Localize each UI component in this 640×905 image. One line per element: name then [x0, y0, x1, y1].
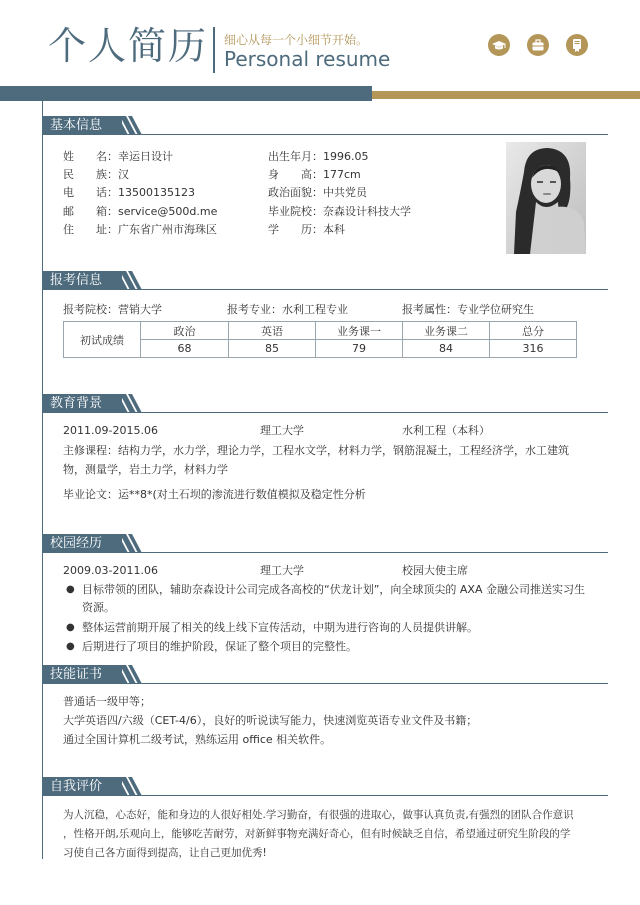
section-stripes-decoration	[112, 394, 142, 413]
edu-school: 理工大学	[260, 424, 304, 437]
self-eval-line: 习使自己各方面得到提高，让自己更加优秀!	[63, 847, 267, 859]
campus-bullet-1: 目标带领的团队，辅助奈森设计公司完成各高校的“伏龙计划”，向全球顶尖的 AXA 金融公司推送实习生	[82, 583, 585, 596]
skill-line: 普通话一级甲等；	[63, 695, 151, 708]
school-row: 毕业院校：奈森设计科技大学	[268, 205, 411, 218]
ethnicity-row: 民 族：汉	[63, 168, 129, 181]
slogan: 细心从每一个小细节开始。	[224, 33, 369, 47]
campus-period: 2009.03-2011.06	[63, 564, 158, 577]
subject-header: 英语	[229, 322, 316, 340]
skill-line: 通过全国计算机二级考试，熟练运用 office 相关软件。	[63, 733, 332, 746]
subject-header: 总分	[490, 322, 577, 340]
resume-title: 个人简历	[48, 24, 209, 68]
section-heading-exam: 报考信息	[42, 271, 122, 290]
section-heading-self: 自我评价	[42, 777, 122, 796]
section-stripes-decoration	[112, 534, 142, 553]
edu-thesis: 毕业论文：运**8*(对土石坝的渗流进行数值模拟及稳定性分析	[63, 488, 366, 501]
title-divider	[213, 27, 215, 73]
section-heading-education: 教育背景	[42, 394, 122, 413]
section-stripes-decoration	[112, 777, 142, 796]
campus-bullet-3: 后期进行了项目的维护阶段，保证了整个项目的完整性。	[82, 640, 357, 653]
score-cell: 68	[141, 340, 229, 358]
section-heading-basic: 基本信息	[42, 116, 122, 135]
section-heading-campus: 校园经历	[42, 534, 122, 553]
height-row: 身 高：177cm	[268, 168, 361, 181]
birth-row: 出生年月：1996.05	[268, 150, 369, 163]
phone-row: 电 话：13500135123	[63, 186, 195, 199]
resume-title-english: Personal resume	[224, 47, 391, 71]
section-stripes-decoration	[112, 271, 142, 290]
section-heading-skills: 技能证书	[42, 665, 122, 684]
edu-period: 2011.09-2015.06	[63, 424, 158, 437]
campus-school: 理工大学	[260, 564, 304, 577]
score-cell: 316	[490, 340, 577, 358]
degree-row: 学 历：本科	[268, 223, 345, 236]
subject-header: 业务课二	[403, 322, 490, 340]
header-accent-band	[372, 91, 640, 99]
skill-line: 大学英语四/六级（CET-4/6），良好的听说读写能力，快速浏览英语专业文件及书籍；	[63, 714, 478, 727]
email-row: 邮 箱：service@500d.me	[63, 205, 218, 218]
campus-bullet-2: 整体运营前期开展了相关的线上线下宣传活动，中期为进行咨询的人员提供讲解。	[82, 621, 478, 634]
score-table	[63, 321, 577, 358]
score-cell: 85	[229, 340, 316, 358]
campus-role: 校园大使主席	[402, 564, 468, 577]
edu-major: 水利工程（本科）	[402, 424, 490, 437]
edu-courses-cont: 物，测量学，岩土力学，材料力学	[63, 463, 228, 476]
self-eval-line: 为人沉稳，心态好，能和身边的人很好相处.学习勤奋，有很强的进取心，做事认真负责,有强烈的团队合作意识	[63, 809, 574, 821]
bullet-icon: ●	[66, 584, 75, 595]
graduation-cap-icon	[488, 34, 510, 56]
score-row-label: 初试成绩	[64, 322, 141, 358]
name-value: 幸运日设计	[118, 150, 173, 163]
score-cell: 79	[316, 340, 403, 358]
section-stripes-decoration	[112, 665, 142, 684]
exam-school: 报考院校：营销大学	[63, 303, 162, 316]
subject-header: 业务课一	[316, 322, 403, 340]
address-row: 住 址：广东省广州市海珠区	[63, 223, 217, 236]
bullet-icon: ●	[66, 641, 75, 652]
score-cell: 84	[403, 340, 490, 358]
exam-type: 报考属性：专业学位研究生	[402, 303, 534, 316]
section-stripes-decoration	[112, 116, 142, 135]
header-band	[0, 86, 372, 101]
bullet-icon: ●	[66, 622, 75, 633]
self-eval-line: ，性格开朗,乐观向上，能够吃苦耐劳，对新鲜事物充满好奇心，但有时候缺乏自信，希望通过研究生阶段的学	[63, 828, 571, 840]
timeline-line	[42, 101, 43, 859]
name-row: 姓 名：幸运日设计	[63, 150, 173, 163]
political-row: 政治面貌：中共党员	[268, 186, 367, 199]
briefcase-icon	[527, 34, 549, 56]
profile-photo	[506, 142, 586, 254]
certificate-icon	[566, 34, 588, 56]
edu-courses: 主修课程：结构力学，水力学，理论力学，工程水文学，材料力学，钢筋混凝土，工程经济学，水工建筑	[63, 444, 569, 457]
campus-bullet-1-cont: 资源。	[82, 601, 115, 614]
subject-header: 政治	[141, 322, 229, 340]
exam-major: 报考专业：水利工程专业	[227, 303, 348, 316]
